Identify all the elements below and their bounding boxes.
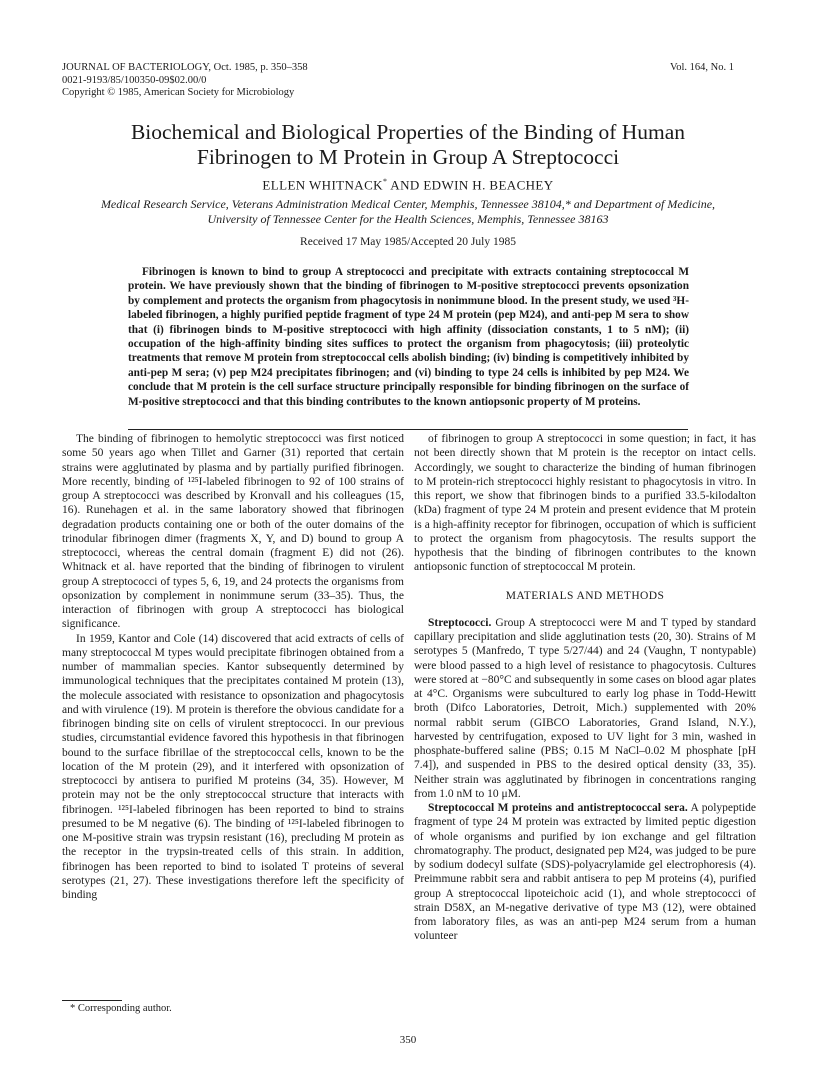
footnote: * Corresponding author. <box>70 1003 172 1014</box>
article-title <box>60 120 756 170</box>
author-name: EDWIN H. BEACHEY <box>423 177 554 193</box>
subsection-heading: Streptococcal M proteins and antistreptococcal sera. <box>428 802 688 814</box>
volume-issue: Vol. 164, No. 1 <box>670 62 734 73</box>
received-dates: Received 17 May 1985/Accepted 20 July 1985 <box>300 236 516 248</box>
section-heading: MATERIALS AND METHODS <box>505 589 665 602</box>
copyright-notice: Copyright © 1985, American Society for Microbiology <box>62 87 295 98</box>
journal-citation: JOURNAL OF BACTERIOLOGY, Oct. 1985, p. 350–358 <box>62 62 308 73</box>
body-paragraph <box>414 801 756 944</box>
author-list <box>60 177 756 193</box>
article-code: 0021-9193/85/100350-09$02.00/0 <box>62 74 207 86</box>
body-paragraph: of fibrinogen to group A streptococci in some question; in fact, it has not been directly shown that M protein is the receptor on intact cells. Accordingly, we sought to characterize the binding of human fibrinogen to M protein-rich streptococci highly resistant to phagocytosis in vitro. In this report, we show that fibrinogen binds to a purified 33.5-kilodalton (kDa) fragment of type 24 M protein and present evidence that M protein is a high-affinity receptor for fibrinogen, occupation of which is sufficient to protect the organism from phagocytosis. The results support the hypothesis that the binding of fibrinogen contributes to the known antiopsonic function of streptococcal M protein. <box>414 433 756 574</box>
affiliation: Medical Research Service, Veterans Administration Medical Center, Memphis, Tennessee 38104,* and Department of Medicine, University of Tennessee Center for the Health Sciences, Memphis, Tennessee 38163 <box>100 197 716 226</box>
title-line-1: Biochemical and Biological Properties of the Binding of Human <box>130 120 686 144</box>
author-separator: AND <box>387 177 424 193</box>
paragraph-text: A polypeptide fragment of type 24 M protein was extracted by limited peptic digestion of whole organisms and purified by ion exchange and gel filtration chromatography. The product, designated pep M24, was judged to be pure by sodium dodecyl sulfate (SDS)-polyacrylamide gel electrophoresis (4). Preimmune rabbit sera and rabbit antisera to pep M proteins (4), purified group A streptococcal lipoteichoic acid (1), and whole streptococci of strain D58X, an M-negative derivative of type M3 (12), were obtained from laboratory files, as was an anti-pep M24 serum from a human volunteer <box>414 802 756 943</box>
title-line-2: Fibrinogen to M Protein in Group A Streptococci <box>196 145 620 169</box>
abstract-divider <box>128 429 688 430</box>
body-paragraph: In 1959, Kantor and Cole (14) discovered that acid extracts of cells of many streptococcal M types would precipitate fibrinogen obtained from a number of mammalian species. Kantor subsequently determined by immunological techniques that the precipitates contained M protein (13), the molecule associated with resistance to opsonization and phagocytosis and with virulence (19). M protein is therefore the obvious candidate for a fibrinogen binding site on cells of virulent streptococci. In our previous studies, circumstantial evidence favored this hypothesis in that fibrinogen bound to the surface fibrillae of the streptococcal cells, known to be the location of the M protein (29), and it interfered with opsonization of streptococci by antisera to purified M proteins (34, 35). However, M protein may not be the only streptococcal structure that interacts with fibrinogen. ¹²⁵I-labeled fibrinogen has been reported to bind to strains presumed to be M negative (6). The binding of ¹²⁵I-labeled fibrinogen to one M-positive strain was trypsin resistant (16), precluding M protein as the receptor in the trypsin-treated cells of this strain. In addition, fibrinogen has been reported to bind to isolated T proteins of several serotypes (21, 27). These investigations therefore left the specificity of binding <box>62 632 404 901</box>
abstract: Fibrinogen is known to bind to group A streptococci and precipitate with extracts containing streptococcal M protein. We have previously shown that the binding of fibrinogen to M-positive streptococci prevents opsonization by complement and protects the organism from phagocytosis in nonimmune blood. In the present study, we used ³H-labeled fibrinogen, a highly purified peptide fragment of type 24 M protein (pep M24), and anti-pep M sera to show that (i) fibrinogen binds to M-positive streptococci with high affinity (dissociation constants, 1 to 5 nM); (ii) occupation of the high-affinity binding sites suffices to protect the organism from phagocytosis; (iii) proteolytic treatments that remove M protein from streptococcal cells abolish binding; (iv) binding is competitively inhibited by anti-pep M sera; (v) pep M24 precipitates fibrinogen; and (vi) binding to type 24 cells is inhibited by pep M24. We conclude that M protein is the cell surface structure principally responsible for binding fibrinogen on the surface of M-positive streptococci and that this binding contributes to the known antiopsonic property of M proteins. <box>128 266 689 408</box>
body-paragraph: The binding of fibrinogen to hemolytic streptococci was first noticed some 50 years ago when Tillet and Garner (31) reported that certain strains were agglutinated by plasma and by partially purified fibrinogen. More recently, binding of ¹²⁵I-labeled fibrinogen to 92 of 100 strains of group A streptococci was described by Kronvall and his colleagues (15, 16). Runehagen et al. in the same laboratory showed that fibrinogen degradation products containing one or both of the outer domains of the trinodular fibrinogen dimer (fragments X, Y, and D) bound to group A streptococci, whereas the central domain (fragment E) did not (26). Whitnack et al. have reported that the binding of fibrinogen to virulent group A streptococci of types 5, 6, 19, and 24 protects the organisms from opsonization by complement in nonimmune serum (33–35). Thus, the interaction of fibrinogen with group A streptococci has biological significance. <box>62 433 404 631</box>
author-name: ELLEN WHITNACK <box>262 177 383 193</box>
subsection-heading: Streptococci. <box>428 616 492 629</box>
body-paragraph <box>414 616 756 801</box>
corresponding-author-mark: * <box>382 177 388 186</box>
left-column <box>62 432 404 902</box>
page-number: 350 <box>399 1034 417 1046</box>
running-header <box>62 62 308 100</box>
right-column <box>414 432 756 944</box>
paragraph-text: Group A streptococci were M and T typed by standard capillary precipitation and slide agglutination tests (20, 30). Strains of M serotypes 5 (Manfredo, T type 5/27/44) and 24 (Vaughn, T nontypable) were blood passed to a high level of resistance to phagocytosis. Cultures were stored at −80°C and subsequently in some cases on blood agar plates at 4°C. Organisms were subcultured to early log phase in Todd-Hewitt broth (Difco Laboratories, Detroit, Mich.) supplemented with 20% normal rabbit serum (GIBCO Laboratories, Grand Island, N.Y.), harvested by centrifugation, exposed to UV light for 3 min, washed in phosphate-buffered saline (PBS; 0.15 M NaCl–0.02 M phosphate [pH 7.4]), and suspended in PBS to the desired optical density (33, 35). Neither strain was agglutinated by fibrinogen in concentrations ranging from 1.0 nM to 10 μM. <box>414 616 756 800</box>
footnote-divider <box>62 1000 122 1001</box>
